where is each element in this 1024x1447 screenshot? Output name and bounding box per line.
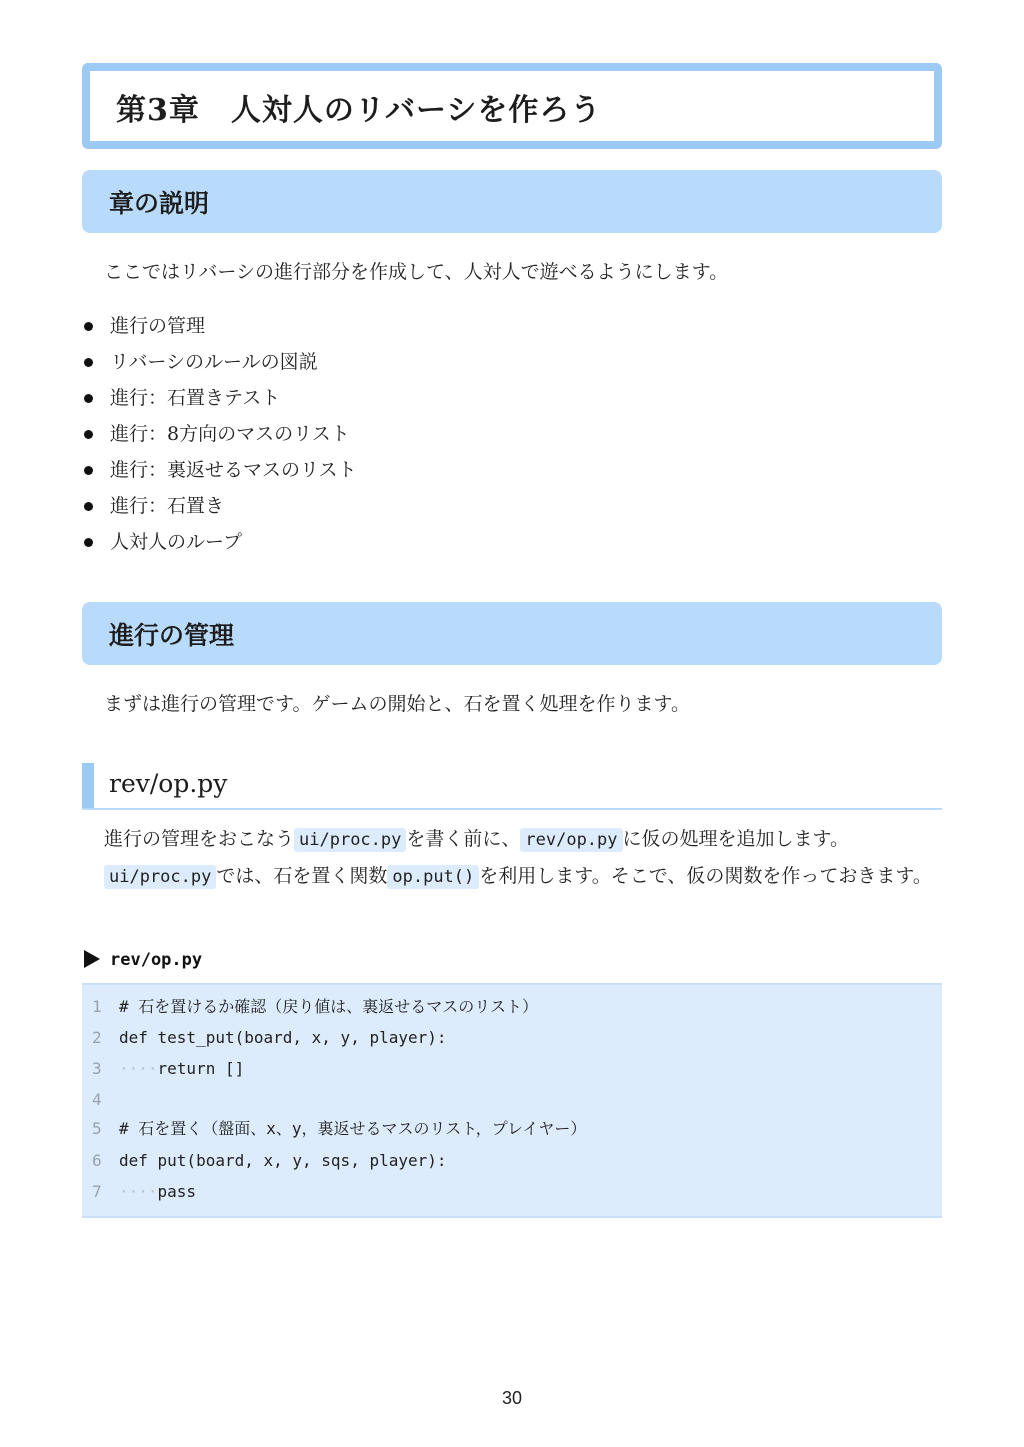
- section-heading-progress: [82, 602, 942, 665]
- bullet-icon: [84, 466, 93, 475]
- list-item: 進行：8方向のマスのリスト: [84, 416, 357, 452]
- paragraph: ui/proc.py では、石を置く関数 op.put() を利用します。そこで、仮の関数を作っておきます。: [84, 858, 944, 895]
- list-item: 進行：裏返せるマスのリスト: [84, 452, 357, 488]
- subsection-title: rev/op.py: [109, 769, 228, 798]
- bullet-icon: [84, 394, 93, 403]
- chapter-title: 第3章 人対人のリバーシを作ろう: [116, 93, 602, 128]
- bullet-icon: [84, 502, 93, 511]
- chapter-title-box: [82, 63, 942, 149]
- inline-code: ui/proc.py: [104, 865, 216, 889]
- bullet-icon: [84, 322, 93, 331]
- inline-code: rev/op.py: [520, 828, 622, 852]
- description-intro: ここではリバーシの進行部分を作成して、人対人で遊べるようにします。: [104, 261, 729, 283]
- list-item: リバーシのルールの図説: [84, 344, 357, 380]
- list-item: 進行：石置きテスト: [84, 380, 357, 416]
- code-block: 1 # 石を置けるか確認（戻り値は、裏返せるマスのリスト） 2 def test_put(board, x, y, player): 3 ····return [] 4 5 # 石を置く（盤面、x、y，裏返せるマスのリスト，プレイヤー） 6 def put(board, x, y, sqs, player): 7 ····pass: [82, 983, 942, 1218]
- list-item: 進行の管理: [84, 308, 357, 344]
- topic-list: [84, 308, 357, 560]
- code-caption: rev/op.py: [84, 950, 202, 970]
- subsection-body: [84, 821, 944, 895]
- page-number: 30: [501, 1388, 523, 1408]
- inline-code: op.put(): [387, 865, 479, 889]
- inline-code: ui/proc.py: [294, 828, 406, 852]
- heading-accent-bar: [82, 763, 94, 808]
- list-item: 人対人のループ: [84, 524, 357, 560]
- bullet-icon: [84, 358, 93, 367]
- subsection-heading: [82, 763, 942, 810]
- section-heading-text: 章の説明: [109, 189, 210, 218]
- section-heading-description: [82, 170, 942, 233]
- progress-intro: まずは進行の管理です。ゲームの開始と、石を置く処理を作ります。: [104, 693, 690, 715]
- triangle-right-icon: [84, 950, 100, 968]
- bullet-icon: [84, 430, 93, 439]
- paragraph: 進行の管理をおこなう ui/proc.py を書く前に、 rev/op.py に仮の処理を追加します。: [104, 828, 849, 850]
- bullet-icon: [84, 538, 93, 547]
- list-item: 進行：石置き: [84, 488, 357, 524]
- section-heading-text: 進行の管理: [109, 621, 235, 650]
